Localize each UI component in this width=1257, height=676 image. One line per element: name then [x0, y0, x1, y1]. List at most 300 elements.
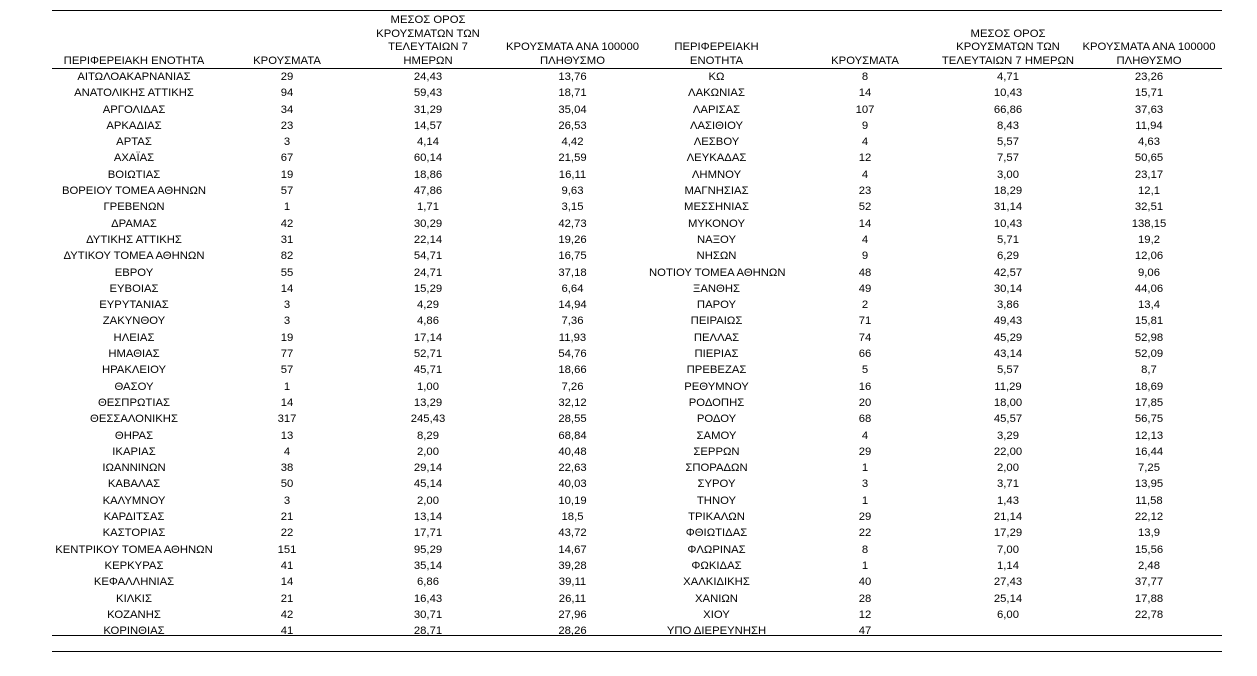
right-per100k-cell: 12,13 — [1134, 429, 1164, 442]
right-per100k-cell: 23,17 — [1134, 168, 1164, 181]
left-region-cell: ΖΑΚΥΝΘΟΥ — [102, 315, 166, 328]
left-avg7-cell: 45,71 — [413, 364, 443, 377]
left-region-cell: ΒΟΙΩΤΙΑΣ — [107, 168, 161, 181]
left-per100k-cell: 28,26 — [558, 625, 587, 638]
right-avg7-cell: 18,29 — [993, 185, 1023, 198]
left-cases-cell: 14 — [280, 282, 294, 295]
left-avg7-cell: 4,86 — [417, 315, 439, 328]
left-per100k-cell: 42,73 — [558, 217, 587, 230]
left-per100k-cell: 39,11 — [558, 576, 587, 589]
left-region-cell: ΘΗΡΑΣ — [114, 429, 154, 442]
right-per100k-cell: 22,78 — [1134, 608, 1164, 621]
right-per100k-cell: 32,51 — [1134, 201, 1164, 214]
right-cases-cell: 4 — [861, 429, 869, 442]
left-per100k-cell: 21,59 — [558, 152, 587, 165]
right-per100k-cell: 12,06 — [1134, 250, 1164, 263]
right-cases-cell: 12 — [858, 152, 872, 165]
right-region-cell: ΛΕΣΒΟΥ — [693, 136, 740, 149]
right-region-cell: ΛΗΜΝΟΥ — [691, 168, 742, 181]
table-row — [52, 428, 1222, 444]
table-row — [52, 85, 1222, 101]
left-region-cell: ΚΕΡΚΥΡΑΣ — [104, 559, 164, 572]
right-avg7-cell: 17,29 — [993, 527, 1023, 540]
right-avg7-cell: 3,00 — [997, 168, 1019, 181]
left-avg7-cell: 45,14 — [413, 478, 443, 491]
right-avg7-cell: 10,43 — [993, 87, 1023, 100]
right-per100k-cell: 138,15 — [1131, 217, 1167, 230]
right-region-cell: ΞΑΝΘΗΣ — [693, 282, 740, 295]
left-region-cell: ΑΙΤΩΛΟΑΚΑΡΝΑΝΙΑΣ — [77, 71, 191, 83]
right-cases-cell: 49 — [858, 282, 872, 295]
right-per100k-cell: 15,56 — [1134, 543, 1164, 556]
right-avg7-cell: 21,14 — [993, 511, 1023, 524]
right-cases-cell: 8 — [861, 71, 869, 83]
left-region-cell: ΚΟΖΑΝΗΣ — [107, 608, 161, 621]
left-avg7-cell: 95,29 — [413, 543, 443, 556]
left-region-cell: ΘΕΣΠΡΩΤΙΑΣ — [97, 396, 170, 409]
left-per100k-cell: 11,93 — [558, 331, 587, 344]
table-row — [52, 362, 1222, 378]
left-region-cell: ΙΚΑΡΙΑΣ — [112, 445, 156, 458]
table-row — [52, 69, 1222, 85]
right-avg7-cell: 45,29 — [993, 331, 1023, 344]
right-cases-cell: 16 — [858, 380, 872, 393]
right-per100k-cell: 13,9 — [1138, 527, 1160, 540]
right-cases-cell: 22 — [858, 527, 872, 540]
table-row — [52, 330, 1222, 346]
left-avg7-cell: 2,00 — [417, 494, 439, 507]
right-per100k-cell: 13,95 — [1134, 478, 1164, 491]
header-cases-right: ΚΡΟΥΣΜΑΤΑ — [831, 54, 899, 67]
table-row — [52, 134, 1222, 150]
right-avg7-cell: 5,71 — [997, 233, 1019, 246]
right-per100k-cell: 23,26 — [1134, 71, 1164, 83]
left-avg7-cell: 59,43 — [413, 87, 443, 100]
right-avg7-cell: 5,57 — [997, 364, 1019, 377]
left-avg7-cell: 245,43 — [410, 413, 446, 426]
left-cases-cell: 3 — [283, 315, 291, 328]
right-region-cell: ΛΑΡΙΣΑΣ — [692, 103, 741, 116]
right-avg7-cell: 25,14 — [993, 592, 1023, 605]
right-avg7-cell: 3,29 — [997, 429, 1019, 442]
left-avg7-cell: 28,71 — [413, 625, 443, 638]
right-avg7-cell: 1,43 — [997, 494, 1019, 507]
table-row — [52, 493, 1222, 509]
right-per100k-cell: 9,06 — [1138, 266, 1160, 279]
left-region-cell: ΙΩΑΝΝΙΝΩΝ — [102, 462, 166, 475]
left-region-cell: ΑΡΚΑΔΙΑΣ — [106, 119, 162, 132]
left-per100k-cell: 7,26 — [561, 380, 584, 393]
right-region-cell: ΥΠΟ ΔΙΕΡΕΥΝΗΣΗ — [666, 625, 767, 638]
table-row — [52, 395, 1222, 411]
right-region-cell: ΜΕΣΣΗΝΙΑΣ — [684, 201, 749, 214]
right-cases-cell: 4 — [861, 233, 869, 246]
right-region-cell: ΛΕΥΚΑΔΑΣ — [686, 152, 747, 165]
right-cases-cell: 14 — [858, 217, 872, 230]
left-per100k-cell: 18,71 — [558, 87, 587, 100]
left-cases-cell: 38 — [280, 462, 294, 475]
header-avg7-right: ΜΕΣΟΣ ΟΡΟΣ ΚΡΟΥΣΜΑΤΩΝ ΤΩΝ ΤΕΛΕΥΤΑΙΩΝ 7 ΗΜΕΡΩΝ — [941, 27, 1075, 67]
left-avg7-cell: 8,29 — [417, 429, 439, 442]
right-avg7-cell: 6,29 — [997, 250, 1019, 263]
left-avg7-cell: 52,71 — [413, 348, 443, 361]
right-per100k-cell: 11,94 — [1135, 119, 1163, 132]
table-row — [52, 476, 1222, 492]
right-per100k-cell: 15,71 — [1134, 87, 1164, 100]
right-per100k-cell: 52,09 — [1134, 348, 1164, 361]
left-region-cell: ΑΡΤΑΣ — [116, 136, 152, 149]
left-region-cell: ΚΙΛΚΙΣ — [116, 592, 152, 605]
right-region-cell: ΜΑΓΝΗΣΙΑΣ — [684, 185, 749, 198]
table-header — [52, 14, 1222, 68]
right-avg7-cell: 66,86 — [993, 103, 1023, 116]
left-cases-cell: 1 — [283, 201, 291, 214]
left-avg7-cell: 13,14 — [413, 511, 443, 524]
left-per100k-cell: 4,42 — [561, 136, 584, 149]
left-per100k-cell: 26,11 — [558, 592, 587, 605]
left-cases-cell: 22 — [280, 527, 294, 540]
table-row — [52, 379, 1222, 395]
right-avg7-cell: 27,43 — [993, 576, 1023, 589]
left-cases-cell: 42 — [280, 217, 294, 230]
header-region-left: ΠΕΡΙΦΕΡΕΙΑΚΗ ΕΝΟΤΗΤΑ — [63, 54, 205, 67]
left-per100k-cell: 13,76 — [558, 71, 587, 83]
left-region-cell: ΕΥΡΥΤΑΝΙΑΣ — [99, 299, 169, 312]
left-region-cell: ΗΛΕΙΑΣ — [113, 331, 155, 344]
left-per100k-cell: 40,48 — [558, 445, 587, 458]
right-cases-cell: 28 — [858, 592, 872, 605]
right-per100k-cell: 37,63 — [1134, 103, 1164, 116]
right-per100k-cell: 8,7 — [1141, 364, 1157, 377]
table-body — [52, 69, 1222, 639]
right-avg7-cell: 8,43 — [997, 119, 1019, 132]
right-region-cell: ΦΩΚΙΔΑΣ — [691, 559, 742, 572]
right-cases-cell: 48 — [858, 266, 872, 279]
table-row — [52, 444, 1222, 460]
left-cases-cell: 13 — [280, 429, 294, 442]
left-avg7-cell: 1,71 — [417, 201, 439, 214]
left-per100k-cell: 35,04 — [558, 103, 587, 116]
left-per100k-cell: 14,67 — [558, 543, 587, 556]
right-avg7-cell: 4,71 — [997, 71, 1019, 83]
left-region-cell: ΗΡΑΚΛΕΙΟΥ — [101, 364, 167, 377]
table-row — [52, 346, 1222, 362]
left-cases-cell: 55 — [280, 266, 294, 279]
right-cases-cell: 2 — [861, 299, 869, 312]
left-cases-cell: 50 — [280, 478, 294, 491]
left-cases-cell: 82 — [280, 250, 294, 263]
left-cases-cell: 42 — [280, 608, 294, 621]
left-cases-cell: 41 — [280, 559, 294, 572]
right-cases-cell: 66 — [858, 348, 872, 361]
right-per100k-cell: 17,85 — [1134, 396, 1164, 409]
right-region-cell: ΤΡΙΚΑΛΩΝ — [688, 511, 745, 524]
left-cases-cell: 77 — [280, 348, 294, 361]
left-avg7-cell: 29,14 — [413, 462, 443, 475]
left-cases-cell: 57 — [280, 364, 294, 377]
right-per100k-cell: 15,81 — [1134, 315, 1164, 328]
left-per100k-cell: 10,19 — [558, 494, 587, 507]
right-avg7-cell: 42,57 — [993, 266, 1023, 279]
left-avg7-cell: 18,86 — [413, 168, 443, 181]
left-cases-cell: 14 — [280, 396, 294, 409]
left-avg7-cell: 30,29 — [413, 217, 443, 230]
right-region-cell: ΣΕΡΡΩΝ — [693, 445, 740, 458]
right-cases-cell: 29 — [858, 445, 872, 458]
right-avg7-cell: 30,14 — [993, 282, 1023, 295]
right-region-cell: ΜΥΚΟΝΟΥ — [687, 217, 746, 230]
left-cases-cell: 19 — [280, 331, 294, 344]
right-per100k-cell: 22,12 — [1134, 511, 1164, 524]
left-cases-cell: 19 — [280, 168, 294, 181]
right-region-cell: ΠΕΙΡΑΙΩΣ — [690, 315, 743, 328]
left-cases-cell: 94 — [280, 87, 294, 100]
left-avg7-cell: 15,29 — [413, 282, 443, 295]
left-region-cell: ΘΑΣΟΥ — [114, 380, 154, 393]
left-per100k-cell: 40,03 — [558, 478, 587, 491]
right-avg7-cell: 10,43 — [993, 217, 1023, 230]
right-avg7-cell: 31,14 — [993, 201, 1023, 214]
right-cases-cell: 1 — [861, 462, 869, 475]
left-per100k-cell: 43,72 — [558, 527, 587, 540]
left-per100k-cell: 68,84 — [558, 429, 587, 442]
right-per100k-cell: 37,77 — [1134, 576, 1164, 589]
table-row — [52, 574, 1222, 590]
left-avg7-cell: 54,71 — [413, 250, 443, 263]
table-row — [52, 460, 1222, 476]
left-per100k-cell: 16,75 — [558, 250, 587, 263]
left-avg7-cell: 24,43 — [413, 71, 443, 83]
table-row — [52, 102, 1222, 118]
left-avg7-cell: 17,14 — [413, 331, 443, 344]
left-per100k-cell: 27,96 — [558, 608, 587, 621]
right-cases-cell: 1 — [861, 494, 869, 507]
right-per100k-cell: 17,88 — [1134, 592, 1164, 605]
left-cases-cell: 21 — [280, 511, 294, 524]
right-cases-cell: 68 — [858, 413, 872, 426]
left-region-cell: ΕΥΒΟΙΑΣ — [109, 282, 159, 295]
left-per100k-cell: 37,18 — [558, 266, 587, 279]
right-region-cell: ΠΡΕΒΕΖΑΣ — [686, 364, 747, 377]
left-per100k-cell: 14,94 — [558, 299, 587, 312]
right-per100k-cell: 50,65 — [1134, 152, 1164, 165]
left-cases-cell: 4 — [283, 445, 291, 458]
right-region-cell: ΡΟΔΟΥ — [696, 413, 737, 426]
left-region-cell: ΘΕΣΣΑΛΟΝΙΚΗΣ — [90, 413, 178, 426]
left-avg7-cell: 35,14 — [413, 559, 443, 572]
right-cases-cell: 9 — [861, 119, 869, 132]
right-region-cell: ΦΘΙΩΤΙΔΑΣ — [685, 527, 748, 540]
right-per100k-cell: 19,2 — [1138, 233, 1160, 246]
right-avg7-cell: 2,00 — [997, 462, 1019, 475]
table-row — [52, 118, 1222, 134]
right-cases-cell: 52 — [858, 201, 872, 214]
right-avg7-cell: 7,00 — [997, 543, 1019, 556]
table-row — [52, 607, 1222, 623]
left-per100k-cell: 16,11 — [558, 168, 587, 181]
left-region-cell: ΒΟΡΕΙΟΥ ΤΟΜΕΑ ΑΘΗΝΩΝ — [61, 185, 207, 198]
table-row — [52, 313, 1222, 329]
right-per100k-cell: 2,48 — [1138, 559, 1160, 572]
right-region-cell: ΡΟΔΟΠΗΣ — [688, 396, 745, 409]
right-region-cell: ΝΟΤΙΟΥ ΤΟΜΕΑ ΑΘΗΝΩΝ — [649, 266, 786, 279]
left-region-cell: ΚΕΦΑΛΛΗΝΙΑΣ — [93, 576, 175, 589]
left-per100k-cell: 7,36 — [561, 315, 584, 328]
right-region-cell: ΧΙΟΥ — [703, 608, 730, 621]
right-region-cell: ΝΑΞΟΥ — [697, 233, 736, 246]
left-avg7-cell: 60,14 — [413, 152, 443, 165]
right-cases-cell: 23 — [858, 185, 872, 198]
left-avg7-cell: 4,14 — [417, 136, 439, 149]
left-cases-cell: 34 — [280, 103, 294, 116]
table-row — [52, 232, 1222, 248]
left-region-cell: ΚΕΝΤΡΙΚΟΥ ΤΟΜΕΑ ΑΘΗΝΩΝ — [55, 543, 213, 556]
right-region-cell: ΣΠΟΡΑΔΩΝ — [685, 462, 748, 475]
right-cases-cell: 3 — [861, 478, 869, 491]
left-region-cell: ΚΑΒΑΛΑΣ — [107, 478, 161, 491]
left-avg7-cell: 17,71 — [413, 527, 443, 540]
table-row — [52, 216, 1222, 232]
table-row — [52, 591, 1222, 607]
table-row — [52, 411, 1222, 427]
right-avg7-cell: 43,14 — [993, 348, 1023, 361]
left-avg7-cell: 4,29 — [417, 299, 439, 312]
left-region-cell: ΔΥΤΙΚΗΣ ΑΤΤΙΚΗΣ — [86, 233, 182, 246]
left-avg7-cell: 6,86 — [417, 576, 439, 589]
right-cases-cell: 71 — [858, 315, 872, 328]
right-avg7-cell: 45,57 — [993, 413, 1023, 426]
left-per100k-cell: 39,28 — [558, 559, 587, 572]
right-cases-cell: 74 — [858, 331, 872, 344]
right-region-cell: ΤΗΝΟΥ — [696, 494, 737, 507]
left-cases-cell: 23 — [280, 119, 294, 132]
left-region-cell: ΚΑΡΔΙΤΣΑΣ — [103, 511, 165, 524]
right-avg7-cell: 3,86 — [997, 299, 1019, 312]
right-region-cell: ΣΑΜΟΥ — [696, 429, 737, 442]
table-row — [52, 167, 1222, 183]
left-cases-cell: 29 — [280, 71, 294, 83]
right-per100k-cell: 52,98 — [1134, 331, 1164, 344]
right-cases-cell: 47 — [858, 625, 872, 638]
left-cases-cell: 57 — [280, 185, 294, 198]
left-per100k-cell: 6,64 — [561, 282, 584, 295]
table-row — [52, 297, 1222, 313]
right-per100k-cell: 7,25 — [1138, 462, 1160, 475]
left-per100k-cell: 32,12 — [558, 396, 587, 409]
left-cases-cell: 3 — [283, 494, 291, 507]
left-cases-cell: 1 — [283, 380, 291, 393]
left-per100k-cell: 9,63 — [561, 185, 584, 198]
page-bottom-rule — [52, 651, 1222, 652]
header-cases-left: ΚΡΟΥΣΜΑΤΑ — [253, 54, 321, 67]
right-region-cell: ΛΑΣΙΘΙΟΥ — [689, 119, 744, 132]
right-avg7-cell: 22,00 — [993, 445, 1023, 458]
right-region-cell: ΠΕΛΛΑΣ — [693, 331, 740, 344]
left-per100k-cell: 26,53 — [558, 119, 587, 132]
right-avg7-cell: 7,57 — [997, 152, 1019, 165]
right-per100k-cell: 12,1 — [1138, 185, 1160, 198]
right-avg7-cell: 3,71 — [997, 478, 1019, 491]
left-cases-cell: 41 — [280, 625, 294, 638]
right-cases-cell: 4 — [861, 136, 869, 149]
right-per100k-cell: 18,69 — [1134, 380, 1164, 393]
left-per100k-cell: 18,66 — [558, 364, 587, 377]
right-cases-cell: 29 — [858, 511, 872, 524]
right-cases-cell: 14 — [858, 87, 872, 100]
right-region-cell: ΣΥΡΟΥ — [697, 478, 736, 491]
right-region-cell: ΠΑΡΟΥ — [696, 299, 737, 312]
right-per100k-cell: 16,44 — [1134, 445, 1164, 458]
right-region-cell: ΛΑΚΩΝΙΑΣ — [688, 87, 745, 100]
right-region-cell: ΠΙΕΡΙΑΣ — [694, 348, 739, 361]
top-rule — [52, 10, 1222, 11]
left-avg7-cell: 2,00 — [417, 445, 439, 458]
right-region-cell: ΧΑΛΚΙΔΙΚΗΣ — [683, 576, 750, 589]
left-avg7-cell: 30,71 — [413, 608, 443, 621]
table-row — [52, 281, 1222, 297]
left-cases-cell: 67 — [280, 152, 294, 165]
table-row — [52, 525, 1222, 541]
right-avg7-cell: 6,00 — [997, 608, 1019, 621]
right-per100k-cell: 44,06 — [1134, 282, 1164, 295]
left-region-cell: ΔΡΑΜΑΣ — [111, 217, 157, 230]
right-per100k-cell: 4,63 — [1138, 136, 1160, 149]
left-region-cell: ΚΟΡΙΝΘΙΑΣ — [103, 625, 165, 638]
left-per100k-cell: 28,55 — [558, 413, 587, 426]
header-avg7-left: ΜΕΣΟΣ ΟΡΟΣ ΚΡΟΥΣΜΑΤΩΝ ΤΩΝ ΤΕΛΕΥΤΑΙΩΝ 7 ΗΜΕΡΩΝ — [376, 14, 480, 67]
left-region-cell: ΔΥΤΙΚΟΥ ΤΟΜΕΑ ΑΘΗΝΩΝ — [63, 250, 205, 263]
table-bottom-rule — [52, 635, 1222, 636]
table-row — [52, 265, 1222, 281]
right-per100k-cell: 11,58 — [1135, 494, 1163, 507]
table-row — [52, 183, 1222, 199]
right-region-cell: ΝΗΣΩΝ — [696, 250, 737, 263]
table-row — [52, 199, 1222, 215]
right-per100k-cell: 13,4 — [1138, 299, 1160, 312]
table-row — [52, 509, 1222, 525]
left-per100k-cell: 18,5 — [561, 511, 584, 524]
right-cases-cell: 8 — [861, 543, 869, 556]
right-cases-cell: 5 — [861, 364, 869, 377]
left-cases-cell: 3 — [283, 136, 291, 149]
left-region-cell: ΕΒΡΟΥ — [114, 266, 154, 279]
left-per100k-cell: 54,76 — [558, 348, 587, 361]
left-cases-cell: 151 — [277, 543, 297, 556]
right-avg7-cell: 18,00 — [993, 396, 1023, 409]
right-cases-cell: 9 — [861, 250, 869, 263]
header-per100k-left: ΚΡΟΥΣΜΑΤΑ ΑΝΑ 100000 ΠΛΗΘΥΣΜΟ — [505, 41, 640, 67]
right-cases-cell: 40 — [858, 576, 872, 589]
right-region-cell: ΦΛΩΡΙΝΑΣ — [687, 543, 746, 556]
left-region-cell: ΑΧΑΪΑΣ — [113, 152, 155, 165]
left-avg7-cell: 22,14 — [413, 233, 443, 246]
right-cases-cell: 1 — [861, 559, 869, 572]
left-per100k-cell: 3,15 — [561, 201, 584, 214]
table-row — [52, 150, 1222, 166]
left-cases-cell: 3 — [283, 299, 291, 312]
left-region-cell: ΓΡΕΒΕΝΩΝ — [103, 201, 165, 214]
left-cases-cell: 317 — [277, 413, 297, 426]
left-avg7-cell: 14,57 — [413, 119, 443, 132]
table-row — [52, 558, 1222, 574]
left-avg7-cell: 31,29 — [413, 103, 443, 116]
left-cases-cell: 31 — [280, 233, 294, 246]
left-cases-cell: 14 — [280, 576, 294, 589]
header-region-right: ΠΕΡΙΦΕΡΕΙΑΚΗ ΕΝΟΤΗΤΑ — [674, 41, 759, 67]
right-avg7-cell: 5,57 — [997, 136, 1019, 149]
right-region-cell: ΚΩ — [708, 71, 725, 83]
right-cases-cell: 4 — [861, 168, 869, 181]
